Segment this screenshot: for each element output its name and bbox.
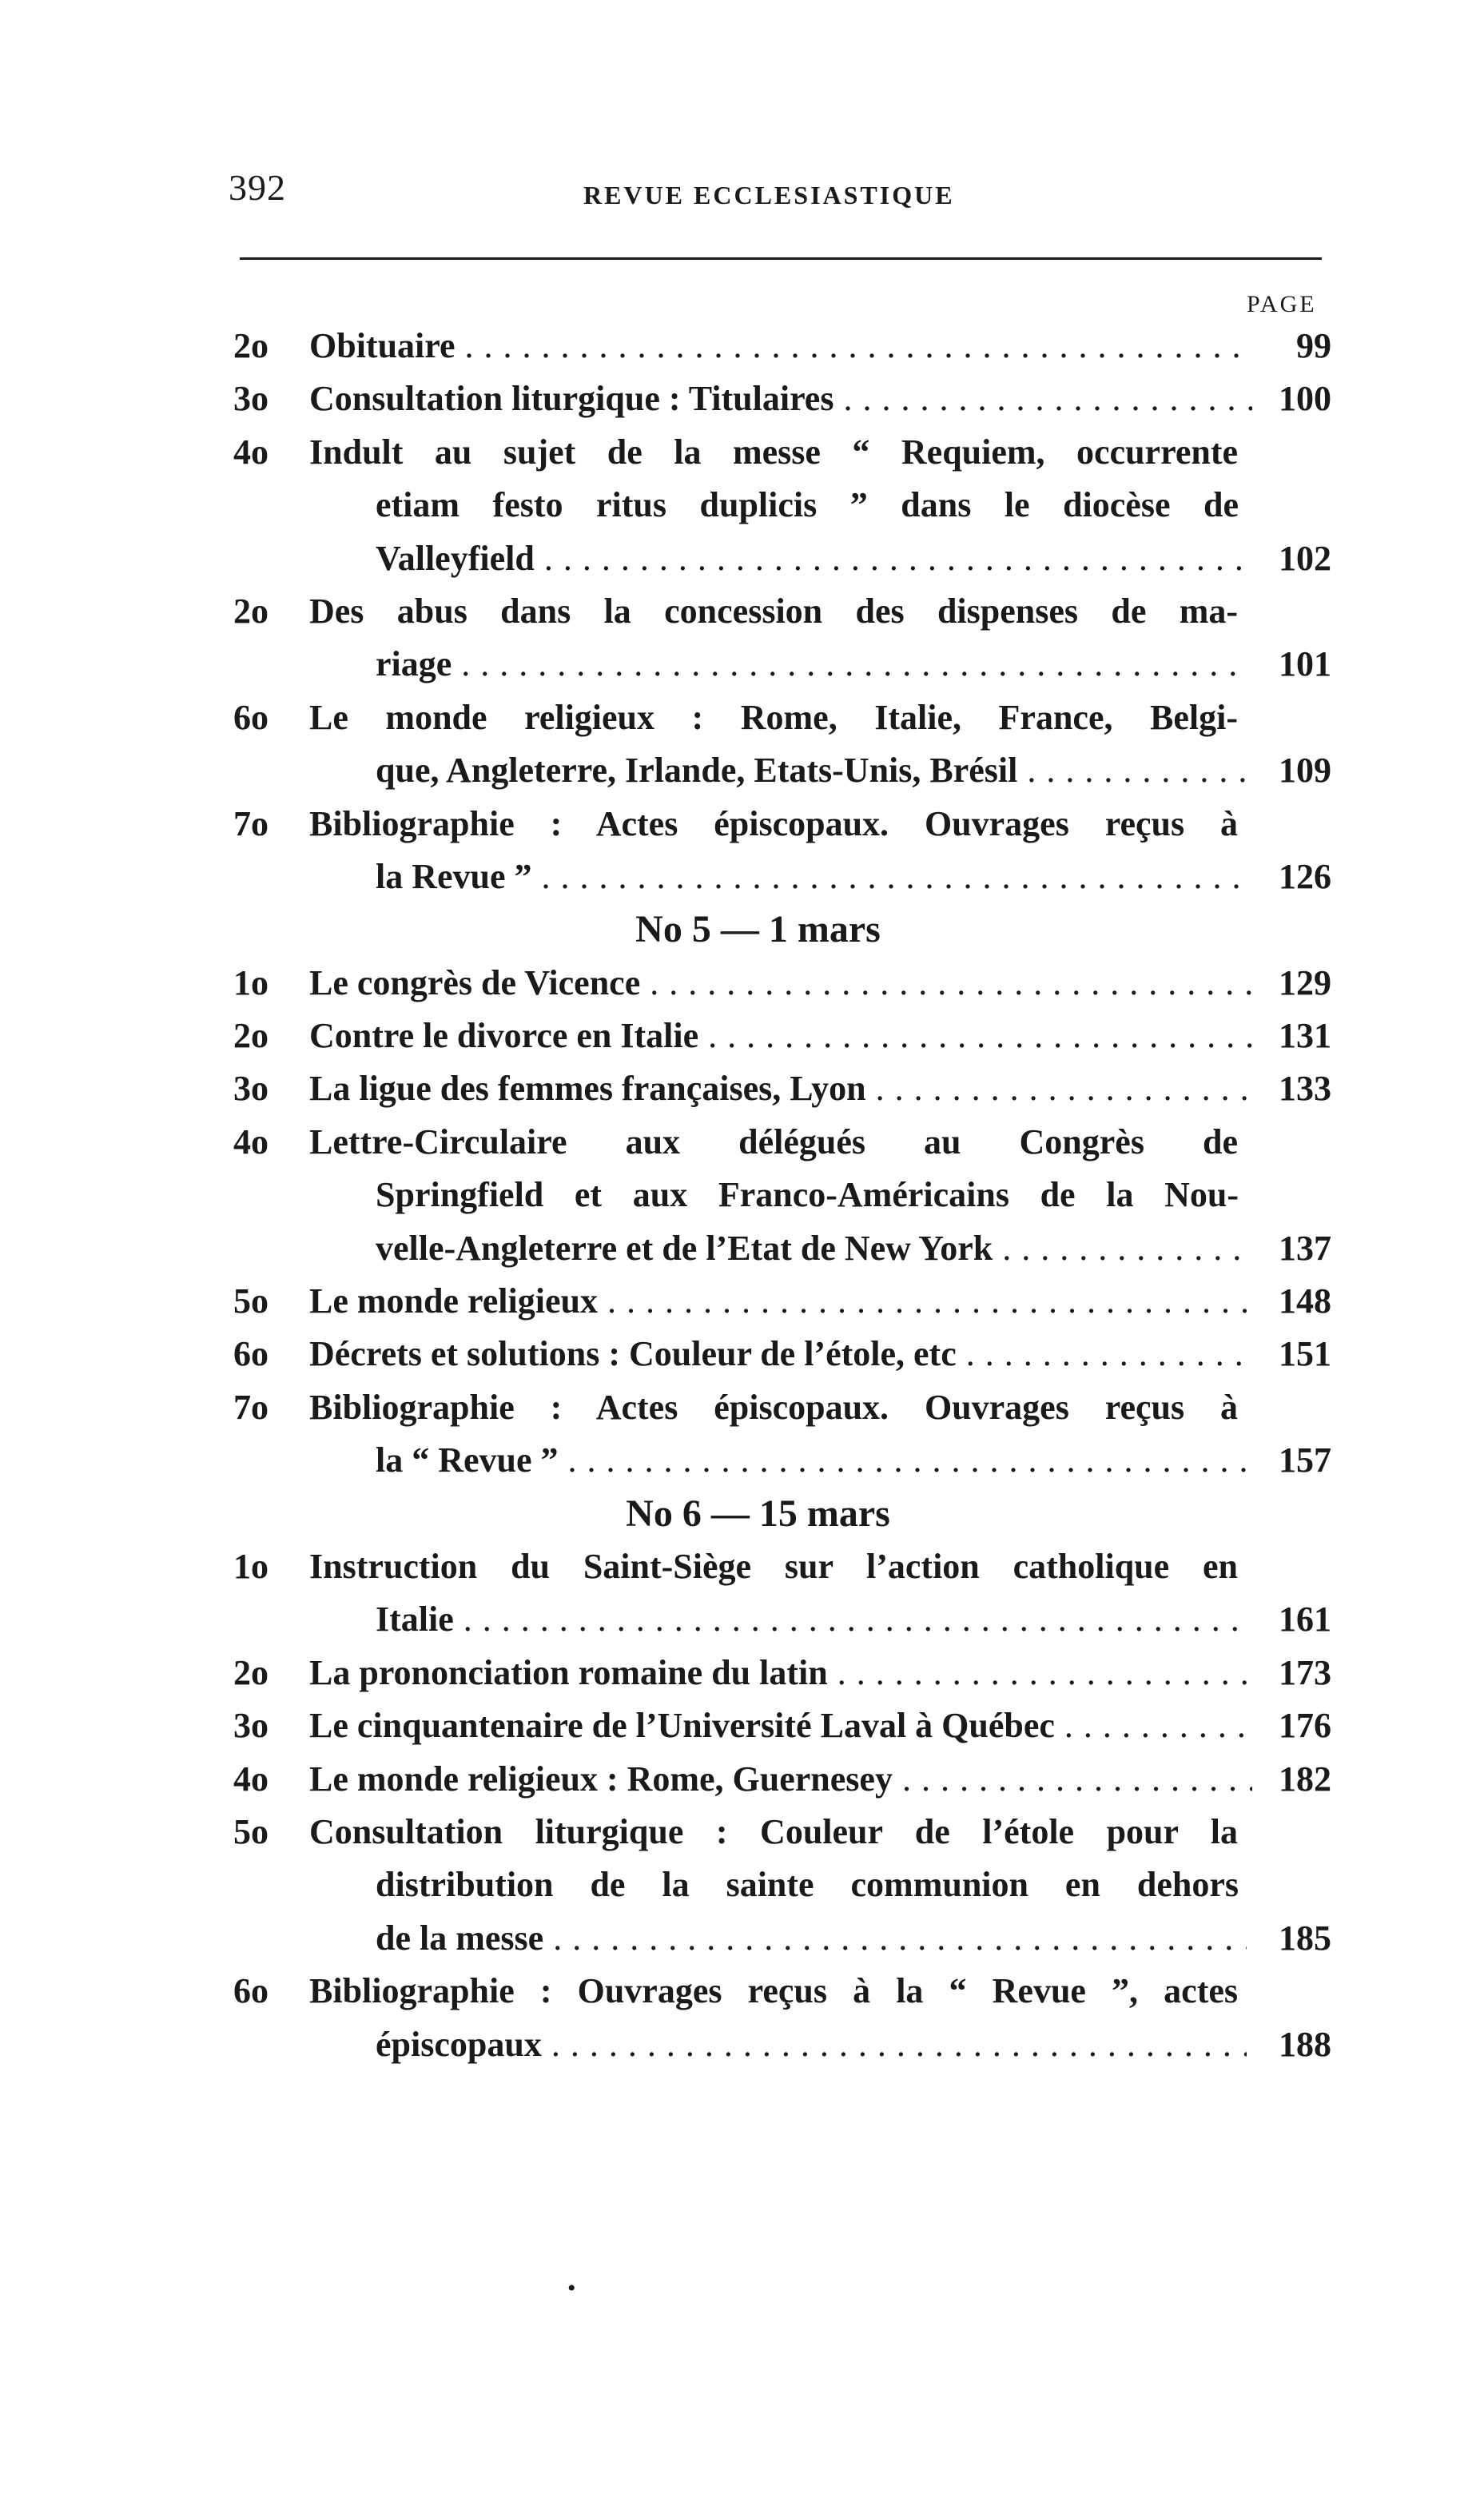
toc-entry-line — [0, 1328, 1484, 1380]
entry-title-text: distribution de la sainte communion en dehors — [376, 1865, 1239, 1905]
toc-entry-line — [0, 1806, 1484, 1859]
entry-page-number: 126 — [1263, 851, 1331, 903]
entry-title — [309, 1328, 1252, 1380]
entry-number: 3o — [233, 379, 269, 419]
dot-leader — [866, 1069, 1252, 1108]
toc-entry-line — [0, 1699, 1484, 1752]
toc-entry-line — [0, 1010, 1484, 1062]
entry-title-text: Obituaire — [309, 326, 456, 365]
dot-leader — [893, 1759, 1252, 1799]
entry-title-text: Indult au sujet de la messe “ Requiem, occurrente — [309, 432, 1238, 472]
entry-title — [309, 798, 1238, 851]
entry-title-text: Le monde religieux : Rome, Italie, France, Belgi- — [309, 697, 1238, 737]
entry-title — [376, 744, 1247, 797]
entry-title-text: Instruction du Saint-Siège sur l’action catholique en — [309, 1546, 1238, 1586]
entry-title — [309, 426, 1238, 479]
entry-title-text: la “ Revue ” — [376, 1440, 559, 1480]
toc-entry-line — [0, 1859, 1484, 1911]
entry-title — [309, 1381, 1238, 1434]
entry-number: 2o — [233, 591, 269, 631]
entry-number: 6o — [233, 1971, 269, 2011]
entry-title-text: riage — [376, 644, 452, 684]
entry-title-text: Décrets et solutions : Couleur de l’étole, etc — [309, 1334, 957, 1374]
page-column-label: PAGE — [1247, 291, 1317, 317]
entry-title — [376, 1169, 1239, 1221]
entry-title-text: velle-Angleterre et de l’Etat de New York — [376, 1228, 993, 1268]
toc-entry-line — [0, 320, 1484, 373]
entry-title — [309, 1806, 1238, 1859]
entry-title — [309, 957, 1252, 1010]
entry-page-number: 129 — [1263, 957, 1331, 1010]
entry-title — [376, 638, 1247, 691]
toc-entry-line — [0, 1593, 1484, 1646]
entry-page-number: 109 — [1263, 744, 1331, 797]
entry-title-text: Le monde religieux — [309, 1281, 598, 1321]
dot-leader — [542, 2025, 1247, 2064]
toc-entry-line — [0, 2018, 1484, 2071]
toc-entry-line — [0, 1116, 1484, 1169]
entry-title — [309, 1699, 1252, 1752]
entry-title-text: La prononciation romaine du latin — [309, 1652, 828, 1692]
entry-page-number: 185 — [1263, 1912, 1331, 1965]
entry-title-text: Bibliographie : Actes épiscopaux. Ouvrages reçus à — [309, 1387, 1238, 1427]
entry-title-text: Valleyfield — [376, 538, 535, 578]
entry-title-text: Le cinquantenaire de l’Université Laval à Québec — [309, 1706, 1055, 1746]
dot-leader — [454, 1600, 1247, 1639]
entry-title-text: Bibliographie : Ouvrages reçus à la “ Revue ”, actes — [309, 1971, 1238, 2011]
entry-number: 5o — [233, 1281, 269, 1321]
toc-entry-line — [0, 638, 1484, 691]
toc-entry-line — [0, 1222, 1484, 1275]
entry-title-text: épiscopaux — [376, 2024, 542, 2064]
entry-title-text: Le congrès de Vicence — [309, 962, 641, 1002]
page-number: 392 — [229, 167, 286, 208]
entry-title — [376, 851, 1247, 903]
ink-mark: • — [567, 2275, 576, 2301]
dot-leader — [456, 326, 1252, 365]
header-rule — [240, 257, 1322, 260]
entry-title-text: etiam festo ritus duplicis ” dans le diocèse de — [376, 485, 1239, 525]
toc-entry-line — [0, 1965, 1484, 2018]
entry-number: 7o — [233, 803, 269, 843]
dot-leader — [559, 1440, 1247, 1480]
dot-leader — [957, 1334, 1252, 1373]
entry-page-number: 151 — [1263, 1328, 1331, 1380]
dot-leader — [543, 1918, 1247, 1958]
entry-page-number: 173 — [1263, 1647, 1331, 1699]
dot-leader — [993, 1229, 1247, 1268]
entry-title — [376, 479, 1239, 532]
entry-number: 6o — [233, 697, 269, 737]
entry-title-text: Springfield et aux Franco-Américains de la Nou- — [376, 1175, 1239, 1215]
dot-leader — [698, 1016, 1252, 1055]
entry-page-number: 100 — [1263, 373, 1331, 425]
entry-number: 3o — [233, 1069, 269, 1109]
entry-title-text: Consultation liturgique : Titulaires — [309, 379, 834, 419]
entry-title-text: Consultation liturgique : Couleur de l’étole pour la — [309, 1811, 1238, 1851]
toc-entry-line — [0, 479, 1484, 532]
entry-number: 4o — [233, 1759, 269, 1799]
entry-page-number: 133 — [1263, 1062, 1331, 1115]
entry-title — [309, 1647, 1252, 1699]
entry-number: 6o — [233, 1334, 269, 1374]
toc-entry-line — [0, 373, 1484, 425]
entry-title-text: Bibliographie : Actes épiscopaux. Ouvrages reçus à — [309, 803, 1238, 843]
toc-entry-line — [0, 585, 1484, 638]
toc-entry-line — [0, 1275, 1484, 1328]
entry-page-number: 148 — [1263, 1275, 1331, 1328]
entry-number: 2o — [233, 326, 269, 365]
entry-title-text: la Revue ” — [376, 856, 532, 896]
toc-entry-line — [0, 798, 1484, 851]
entry-title — [309, 320, 1252, 373]
toc-entry-line — [0, 426, 1484, 479]
entry-title-text: Le monde religieux : Rome, Guernesey — [309, 1759, 893, 1799]
entry-title — [376, 2018, 1247, 2071]
entry-number: 2o — [233, 1652, 269, 1692]
entry-number: 4o — [233, 432, 269, 472]
table-of-contents — [0, 320, 1484, 2071]
entry-title — [309, 373, 1252, 425]
dot-leader — [452, 644, 1247, 683]
entry-number: 1o — [233, 1546, 269, 1586]
dot-leader — [640, 963, 1252, 1002]
entry-title-text: de la messe — [376, 1918, 544, 1958]
toc-entry-line — [0, 1912, 1484, 1965]
entry-number: 1o — [233, 962, 269, 1002]
entry-page-number: 182 — [1263, 1753, 1331, 1806]
toc-entry-line — [0, 851, 1484, 903]
entry-title — [376, 1434, 1247, 1487]
entry-title — [309, 585, 1238, 638]
entry-title — [376, 1593, 1247, 1646]
entry-title — [309, 1965, 1238, 2018]
entry-page-number: 137 — [1263, 1222, 1331, 1275]
entry-title — [376, 1912, 1247, 1965]
entry-page-number: 102 — [1263, 532, 1331, 585]
entry-title — [309, 1540, 1238, 1593]
entry-number: 7o — [233, 1387, 269, 1427]
toc-entry-line — [0, 1062, 1484, 1115]
entry-title-text: Italie — [376, 1600, 454, 1639]
toc-entry-line — [0, 744, 1484, 797]
entry-number: 5o — [233, 1811, 269, 1851]
toc-entry-line — [0, 1753, 1484, 1806]
entry-page-number: 131 — [1263, 1010, 1331, 1062]
dot-leader — [1055, 1706, 1252, 1745]
entry-title — [309, 1275, 1252, 1328]
entry-page-number: 157 — [1263, 1434, 1331, 1487]
entry-title — [309, 1753, 1252, 1806]
issue-heading: No 6 — 15 mars — [626, 1492, 890, 1535]
entry-title-text: que, Angleterre, Irlande, Etats-Unis, Brésil — [376, 751, 1018, 791]
dot-leader — [598, 1281, 1252, 1321]
toc-entry-line — [0, 1540, 1484, 1593]
entry-title-text: Contre le divorce en Italie — [309, 1016, 699, 1056]
entry-title — [376, 1222, 1247, 1275]
entry-title — [309, 691, 1238, 744]
toc-entry-line — [0, 1647, 1484, 1699]
entry-page-number: 99 — [1263, 320, 1331, 373]
entry-title-text: Des abus dans la concession des dispenses de ma- — [309, 591, 1238, 631]
entry-page-number: 176 — [1263, 1699, 1331, 1752]
dot-leader — [828, 1653, 1252, 1692]
issue-heading: No 5 — 1 mars — [635, 908, 881, 951]
entry-page-number: 101 — [1263, 638, 1331, 691]
dot-leader — [1017, 751, 1247, 790]
entry-number: 4o — [233, 1122, 269, 1161]
entry-title — [309, 1010, 1252, 1062]
entry-page-number: 188 — [1263, 2018, 1331, 2071]
toc-entry-line — [0, 532, 1484, 585]
entry-title — [309, 1062, 1252, 1115]
entry-title — [376, 1859, 1239, 1911]
toc-entry-line — [0, 1381, 1484, 1434]
dot-leader — [535, 539, 1247, 578]
toc-entry-line — [0, 957, 1484, 1010]
entry-title-text: Lettre-Circulaire aux délégués au Congrès de — [309, 1122, 1238, 1161]
running-title: REVUE ECCLESIASTIQUE — [583, 181, 955, 209]
entry-title-text: La ligue des femmes françaises, Lyon — [309, 1069, 866, 1109]
entry-title — [309, 1116, 1238, 1169]
entry-number: 3o — [233, 1706, 269, 1746]
toc-entry-line — [0, 691, 1484, 744]
entry-title — [376, 532, 1247, 585]
toc-entry-line — [0, 1434, 1484, 1487]
entry-number: 2o — [233, 1016, 269, 1056]
dot-leader — [532, 857, 1247, 896]
toc-entry-line — [0, 1169, 1484, 1221]
dot-leader — [834, 379, 1252, 418]
entry-page-number: 161 — [1263, 1593, 1331, 1646]
